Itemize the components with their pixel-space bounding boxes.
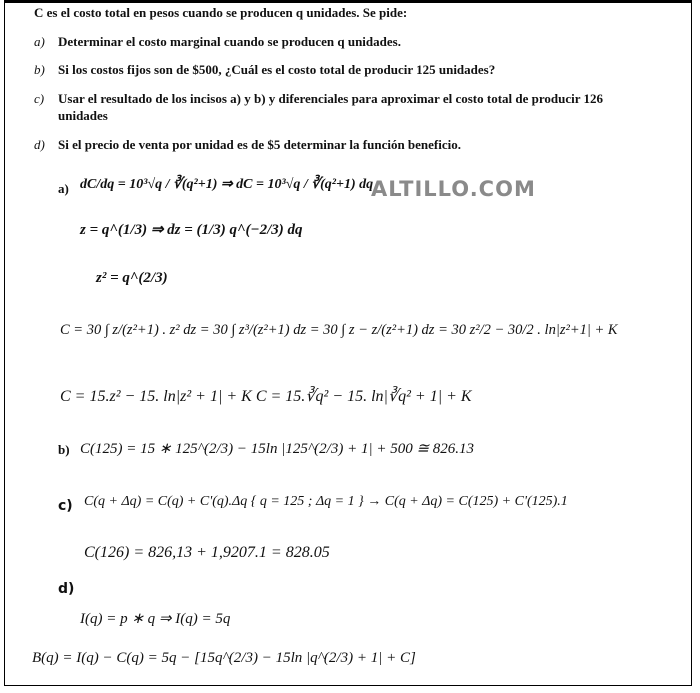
item-c-cont <box>58 108 108 124</box>
item-c-text: Usar el resultado de los incisos a) y b) y diferenciales para aproximar el costo total de producir 126 <box>58 91 604 106</box>
item-b-label: b) <box>34 62 45 77</box>
item-a <box>34 34 401 50</box>
item-d-text: Si el precio de venta por unidad es de $5 determinar la función beneficio. <box>58 137 462 152</box>
solution-c-line1: C(q + Δq) = C(q) + C'(q).Δq { q = 125 ; Δq = 1 } → C(q + Δq) = C(125) + C'(125).1 <box>84 494 568 509</box>
solution-a-line3: z² = q^(2/3) <box>96 270 168 286</box>
solution-c-label: c) <box>58 498 73 514</box>
item-b <box>34 62 495 78</box>
solution-b-line: C(125) = 15 ∗ 125^(2/3) − 15ln |125^(2/3) + 1| + 500 ≅ 826.13 <box>80 441 475 457</box>
item-b-text: Si los costos fijos son de $500, ¿Cuál es el costo total de producir 125 unidades? <box>58 62 496 77</box>
solution-b-label: b) <box>58 442 70 457</box>
item-a-label: a) <box>34 34 45 49</box>
solution-d-label: d) <box>58 581 75 597</box>
problem-intro: C es el costo total en pesos cuando se producen q unidades. Se pide: <box>34 5 408 20</box>
solution-d-line1: I(q) = p ∗ q ⇒ I(q) = 5q <box>80 611 231 627</box>
item-c-text-cont: unidades <box>58 108 108 123</box>
watermark-logo: ALTILLO.COM <box>371 177 536 201</box>
item-c <box>34 91 603 107</box>
solution-a-label: a) <box>58 181 69 196</box>
item-a-text: Determinar el costo marginal cuando se producen q unidades. <box>58 34 401 49</box>
solution-a-line2: z = q^(1/3) ⇒ dz = (1/3) q^(−2/3) dq <box>80 222 303 238</box>
item-c-label: c) <box>34 91 45 106</box>
solution-a-line1: dC/dq = 10³√q / ∛(q²+1) ⇒ dC = 10³√q / ∛(q²+1) dq <box>80 177 374 192</box>
solution-c-line2: C(126) = 826,13 + 1,9207.1 = 828.05 <box>84 544 330 561</box>
item-d-label: d) <box>34 137 45 152</box>
item-d <box>34 137 461 153</box>
solution-d-line2: B(q) = I(q) − C(q) = 5q − [15q^(2/3) − 15ln |q^(2/3) + 1| + C] <box>32 650 416 666</box>
solution-a-line5: C = 15.z² − 15. ln|z² + 1| + K C = 15.∛q² − 15. ln|∛q² + 1| + K <box>60 388 472 405</box>
solution-a-line4: C = 30 ∫ z/(z²+1) . z² dz = 30 ∫ z³/(z²+1) dz = 30 ∫ z − z/(z²+1) dz = 30 z²/2 − 30/2 . ln|z²+1| + K <box>60 322 618 338</box>
